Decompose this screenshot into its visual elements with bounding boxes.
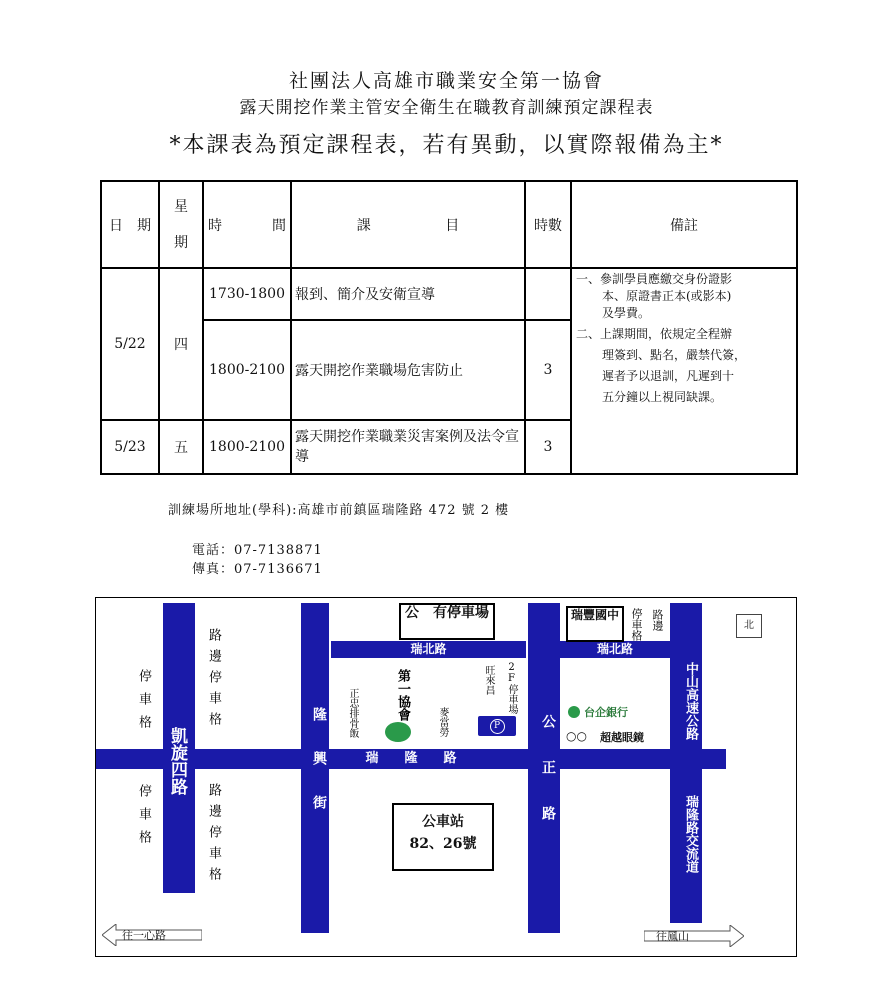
parking-cells-label: 停車格 <box>136 783 151 853</box>
row-time: 1800-2100 <box>203 320 291 420</box>
direction-arrow-right: 往鳳山 <box>644 925 744 951</box>
paid-parking-box: 公 有停車場 <box>399 603 495 640</box>
parking-icon: P <box>478 716 516 736</box>
row-date: 5/22 <box>101 268 159 420</box>
organization-title: 社團法人高雄市職業安全第一協會 <box>288 70 604 92</box>
direction-arrow-left: 往一心路 <box>102 924 202 950</box>
interchange-label: 瑞隆路交流道 <box>683 795 698 873</box>
road-gongzheng-label: 公正路 <box>540 714 556 852</box>
association-label: 第一協會 <box>395 669 410 721</box>
school-roadside-label: 路邊 <box>651 609 664 631</box>
school-box: 瑞豐國中 <box>566 606 624 642</box>
header-notes: 備註 <box>571 181 797 268</box>
header-date: 日 期 <box>101 181 159 268</box>
training-address: 訓練場所地址(學科):高雄市前鎮區瑞隆路 472 號 2 樓 <box>168 503 510 518</box>
glasses-shop-label: 超越眼鏡 <box>600 731 644 744</box>
row-hours: 3 <box>525 320 571 420</box>
row-hours <box>525 268 571 320</box>
bank-label: 台企銀行 <box>584 706 628 719</box>
header-hours: 時數 <box>525 181 571 268</box>
course-title: 露天開挖作業主管安全衛生在職教育訓練預定課程表 <box>239 98 654 118</box>
row-weekday: 四 <box>159 268 203 420</box>
bus-stop-box: 公車站 82、26號 <box>392 803 494 871</box>
road-ruibei: 瑞北路 <box>331 641 526 658</box>
lailai-label: 旺來昌 <box>483 665 494 695</box>
header-course: 課 目 <box>291 181 525 268</box>
header-time: 時 間 <box>203 181 291 268</box>
row-date: 5/23 <box>101 420 159 474</box>
parking-cells-label: 停車格 <box>136 668 151 738</box>
schedule-table <box>100 180 798 475</box>
table-header-row <box>101 181 797 268</box>
highway-label: 中山高速公路 <box>683 662 698 740</box>
row-hours: 3 <box>525 420 571 474</box>
mcdonalds-label: 麥當勞 <box>437 707 448 737</box>
row-weekday: 五 <box>159 420 203 474</box>
roadside-parking-label: 路邊停車格 <box>206 627 221 733</box>
row-course: 露天開挖作業職業災害案例及法令宣導 <box>291 420 525 474</box>
contact-info <box>192 541 323 579</box>
phone: 電話：07-7138871 <box>192 543 323 558</box>
row-course: 報到、簡介及安衛宣導 <box>291 268 525 320</box>
header-weekday: 星 期 <box>159 181 203 268</box>
road-longxing-label: 隆興街 <box>311 707 327 839</box>
row-time: 1800-2100 <box>203 420 291 474</box>
roadside-parking-label: 路邊停車格 <box>206 782 221 888</box>
notes-cell: 一、參訓學員應繳交身份證影 本、原證書正本(或影本) 及學費。 二、上課期間，依規定全程辦 理簽到、點名，嚴禁代簽， 遲者予以退訓，凡遲到十 五分鐘以上視同缺課。 <box>571 268 797 474</box>
table-row <box>101 268 797 320</box>
parking-2f-label: 2F停車場 <box>506 662 517 714</box>
road-ruibei-east: 瑞北路 <box>560 641 670 658</box>
location-map <box>95 597 797 957</box>
north-icon: 北 <box>736 614 762 638</box>
row-course: 露天開挖作業職場危害防止 <box>291 320 525 420</box>
association-logo-icon <box>385 722 411 742</box>
glasses-icon: ○○ <box>566 729 587 743</box>
fax: 傳真：07-7136671 <box>192 562 323 577</box>
hero-restaurant-label: 正忠排骨飯 <box>347 688 358 738</box>
schedule-notice: *本課表為預定課程表，若有異動，以實際報備為主* <box>169 133 724 158</box>
bank-logo-icon <box>568 706 580 718</box>
row-time: 1730-1800 <box>203 268 291 320</box>
school-parking-label: 停車格 <box>630 607 643 641</box>
road-ruilong: 瑞 隆 路 <box>96 749 726 769</box>
road-kaixuan-label: 凱旋四路 <box>167 727 187 795</box>
